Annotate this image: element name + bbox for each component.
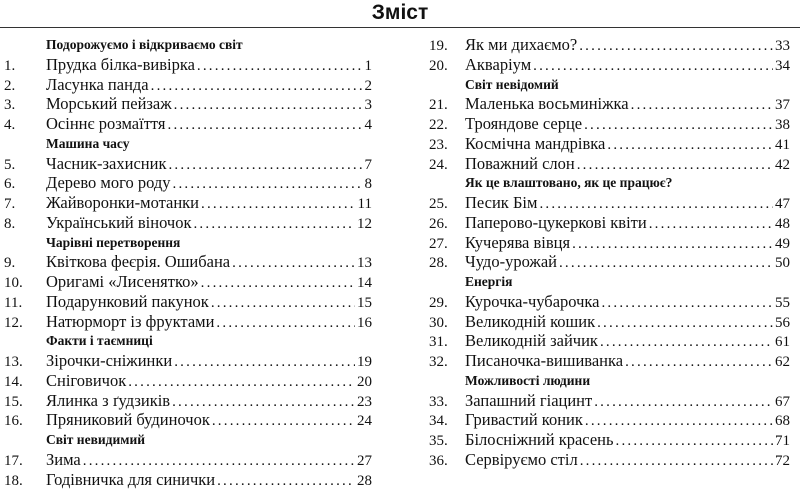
- dot-leader: [201, 274, 355, 294]
- entry-number: 17.: [4, 452, 23, 469]
- toc-entry: [0, 391, 372, 411]
- entry-page: 2: [364, 77, 372, 94]
- entry-number: 21.: [429, 97, 448, 114]
- entry-number: 8.: [4, 215, 16, 232]
- entry-number: 31.: [429, 334, 448, 351]
- entry-number: 35.: [429, 433, 448, 449]
- entry-page: 62: [775, 354, 790, 370]
- toc-entry: [0, 252, 372, 272]
- entry-title: Акваріум: [465, 54, 532, 74]
- entry-number: 25.: [429, 196, 448, 212]
- entry-number: 18.: [4, 472, 23, 489]
- toc-entry: [425, 292, 790, 312]
- entry-title: Великодній зайчик: [465, 331, 598, 351]
- entry-page: 24: [357, 413, 372, 430]
- entry-number: 6.: [4, 176, 16, 193]
- toc-entry: [0, 272, 372, 292]
- toc-entry: [425, 154, 790, 174]
- dot-leader: [212, 412, 355, 432]
- section-heading-text: Світ невідомий: [465, 76, 559, 92]
- entry-title: Паперово-цукеркові квіти: [465, 212, 647, 232]
- entry-title: Гривастий коник: [465, 410, 583, 430]
- entry-page: 11: [357, 196, 372, 212]
- entry-page: 16: [357, 314, 372, 331]
- entry-title: Жайворонки-мотанки: [46, 193, 200, 212]
- entry-title: Кучерява вівця: [465, 232, 571, 252]
- toc-entry: [0, 371, 372, 391]
- section-heading: [0, 331, 372, 351]
- toc-entry: [425, 193, 790, 213]
- entry-title: Сніговичок: [46, 370, 127, 390]
- toc-entry: [0, 193, 372, 213]
- entry-title: Маленька восьминіжка: [465, 94, 629, 114]
- entry-page: 68: [775, 413, 790, 430]
- entry-page: 34: [775, 57, 790, 74]
- entry-title: Натюрморт із фруктами: [46, 311, 215, 331]
- toc-entry: [0, 94, 372, 114]
- dot-leader: [168, 116, 363, 136]
- section-heading: [425, 371, 790, 391]
- entry-page: 4: [364, 117, 372, 133]
- title-divider: [0, 27, 800, 28]
- toc-entry: [0, 312, 372, 332]
- entry-number: 30.: [429, 314, 448, 331]
- dot-leader: [600, 333, 773, 353]
- toc-entry: [425, 94, 790, 114]
- dot-leader: [232, 254, 355, 274]
- entry-page: 72: [775, 452, 790, 469]
- entry-title: Трояндове серце: [465, 114, 583, 133]
- dot-leader: [584, 116, 773, 136]
- entry-title: Зірочки-сніжинки: [46, 351, 173, 370]
- entry-number: 9.: [4, 255, 16, 272]
- section-heading-text: Світ невидимий: [46, 432, 145, 447]
- toc-entry: [425, 114, 790, 134]
- entry-page: 20: [357, 373, 372, 390]
- entry-title: Курочка-чубарочка: [465, 291, 600, 311]
- entry-page: 13: [357, 255, 372, 272]
- section-heading: [0, 233, 372, 253]
- dot-leader: [193, 215, 355, 235]
- dot-leader: [168, 156, 362, 176]
- entry-page: 61: [775, 334, 790, 351]
- entry-number: 29.: [429, 294, 448, 311]
- toc-entry: [0, 173, 372, 193]
- entry-title: Сервіруємо стіл: [465, 449, 578, 469]
- section-heading: [0, 134, 372, 154]
- toc-entry: [0, 114, 372, 134]
- toc-entry: [425, 331, 790, 351]
- entry-number: 13.: [4, 354, 23, 370]
- toc-entry: [0, 154, 372, 174]
- toc-entry: [0, 470, 372, 490]
- entry-page: 12: [357, 215, 372, 232]
- dot-leader: [625, 353, 773, 373]
- entry-number: 23.: [429, 136, 448, 153]
- toc-entry: [425, 252, 790, 272]
- dot-leader: [174, 353, 355, 373]
- entry-title: Осіннє розмаїття: [46, 114, 166, 133]
- toc-entry: [425, 213, 790, 233]
- page-title: Зміст: [371, 1, 429, 24]
- toc-entry: [0, 450, 372, 470]
- toc-entry: [425, 233, 790, 253]
- dot-leader: [216, 314, 355, 334]
- entry-page: 27: [357, 452, 372, 469]
- dot-leader: [559, 254, 773, 274]
- entry-number: 7.: [4, 196, 16, 212]
- toc-entry: [425, 410, 790, 430]
- entry-title: Подарунковий пакунок: [46, 291, 209, 311]
- entry-number: 24.: [429, 156, 448, 173]
- entry-number: 19.: [429, 38, 448, 54]
- entry-title: Квіткова феєрія. Ошибана: [46, 252, 231, 272]
- entry-number: 20.: [429, 57, 448, 74]
- entry-title: Пряниковий будиночок: [46, 410, 210, 430]
- dot-leader: [607, 136, 773, 156]
- section-heading-text: Чарівні перетворення: [46, 234, 181, 250]
- dot-leader: [572, 235, 773, 255]
- entry-page: 7: [364, 156, 372, 173]
- entry-number: 28.: [429, 255, 448, 272]
- entry-title: Годівничка для синички: [46, 469, 216, 489]
- toc-entry: [425, 35, 790, 55]
- entry-title: Зима: [46, 449, 81, 469]
- entry-number: 5.: [4, 156, 16, 173]
- toc-entry: [425, 391, 790, 411]
- section-heading: [0, 35, 372, 55]
- entry-page: 23: [357, 393, 372, 410]
- entry-page: 71: [775, 433, 790, 449]
- entry-number: 3.: [4, 97, 16, 114]
- dot-leader: [173, 175, 363, 195]
- entry-number: 1.: [4, 57, 16, 74]
- toc-entry: [425, 351, 790, 371]
- entry-page: 67: [775, 393, 790, 410]
- entry-title: Писаночка-вишиванка: [465, 351, 624, 370]
- entry-title: Поважний слон: [465, 153, 575, 173]
- section-heading-text: Подорожуємо і відкриваємо світ: [46, 37, 243, 52]
- entry-title: Прудка білка-вивірка: [46, 54, 195, 74]
- entry-page: 49: [775, 235, 790, 252]
- toc-entry: [425, 430, 790, 450]
- entry-title: Чудо-урожай: [465, 252, 557, 272]
- entry-number: 12.: [4, 314, 23, 331]
- entry-title: Часник-захисник: [46, 153, 167, 173]
- entry-title: Оригамі «Лисенятко»: [46, 272, 199, 291]
- section-heading-text: Факти і таємниці: [46, 333, 153, 349]
- section-heading-text: Енергія: [465, 274, 513, 289]
- entry-title: Ялинка з ґудзиків: [46, 390, 171, 410]
- entry-number: 32.: [429, 354, 448, 370]
- entry-page: 19: [357, 354, 372, 370]
- entry-page: 14: [357, 275, 372, 291]
- entry-title: Дерево мого роду: [46, 173, 171, 193]
- dot-leader: [649, 215, 773, 235]
- toc-entry: [0, 75, 372, 95]
- entry-page: 47: [775, 196, 790, 212]
- dot-leader: [580, 452, 773, 472]
- entry-page: 37: [775, 97, 790, 114]
- entry-title: Як ми дихаємо?: [465, 35, 578, 54]
- dot-leader: [151, 77, 363, 97]
- entry-title: Морський пейзаж: [46, 94, 172, 114]
- dot-leader: [201, 195, 356, 215]
- toc-entry: [425, 134, 790, 154]
- entry-page: 3: [364, 97, 372, 114]
- entry-number: 14.: [4, 373, 23, 390]
- entry-page: 33: [775, 38, 790, 54]
- dot-leader: [174, 96, 363, 116]
- entry-title: Космічна мандрівка: [465, 133, 606, 153]
- entry-number: 34.: [429, 413, 448, 430]
- entry-title: Великодній кошик: [465, 311, 596, 331]
- entry-title: Запашний гіацинт: [465, 390, 593, 410]
- entry-number: 15.: [4, 393, 23, 410]
- toc-entry: [0, 55, 372, 75]
- entry-title: Ласунка панда: [46, 74, 149, 94]
- dot-leader: [579, 37, 773, 57]
- entry-page: 15: [357, 294, 372, 311]
- section-heading: [425, 173, 790, 193]
- toc-entry: [0, 213, 372, 233]
- dot-leader: [217, 472, 355, 491]
- entry-page: 41: [775, 136, 790, 153]
- entry-page: 38: [775, 117, 790, 133]
- dot-leader: [631, 96, 773, 116]
- entry-number: 11.: [4, 294, 23, 311]
- entry-title: Песик Бім: [465, 193, 538, 212]
- section-heading-text: Машина часу: [46, 135, 130, 151]
- dot-leader: [616, 432, 774, 452]
- dot-leader: [594, 393, 773, 413]
- toc-column-left: [0, 35, 372, 489]
- toc-entry: [0, 410, 372, 430]
- entry-page: 55: [775, 294, 790, 311]
- section-heading: [425, 272, 790, 292]
- dot-leader: [597, 314, 773, 334]
- section-heading-text: Можливості людини: [465, 372, 591, 388]
- toc-entry: [425, 312, 790, 332]
- entry-page: 1: [364, 57, 372, 74]
- dot-leader: [533, 57, 773, 77]
- entry-page: 50: [775, 255, 790, 272]
- entry-number: 10.: [4, 275, 23, 291]
- toc-column-right: [425, 35, 790, 470]
- entry-number: 33.: [429, 393, 448, 410]
- entry-number: 27.: [429, 235, 448, 252]
- entry-number: 36.: [429, 452, 448, 469]
- toc-entry: [0, 351, 372, 371]
- entry-number: 4.: [4, 117, 16, 133]
- section-heading: [0, 430, 372, 450]
- entry-title: Український віночок: [46, 212, 192, 232]
- entry-number: 2.: [4, 77, 16, 94]
- entry-page: 42: [775, 156, 790, 173]
- toc-entry: [425, 55, 790, 75]
- toc-entry: [425, 450, 790, 470]
- dot-leader: [197, 57, 363, 77]
- entry-number: 16.: [4, 413, 23, 430]
- entry-page: 28: [357, 472, 372, 489]
- entry-title: Білосніжний красень: [465, 430, 614, 449]
- entry-number: 26.: [429, 215, 448, 232]
- section-heading-text: Як це влаштовано, як це працює?: [465, 175, 673, 191]
- dot-leader: [601, 294, 773, 314]
- entry-page: 8: [364, 176, 372, 193]
- section-heading: [425, 75, 790, 95]
- entry-page: 56: [775, 314, 790, 331]
- entry-page: 48: [775, 215, 790, 232]
- toc-entry: [0, 292, 372, 312]
- dot-leader: [211, 294, 355, 314]
- entry-number: 22.: [429, 117, 448, 133]
